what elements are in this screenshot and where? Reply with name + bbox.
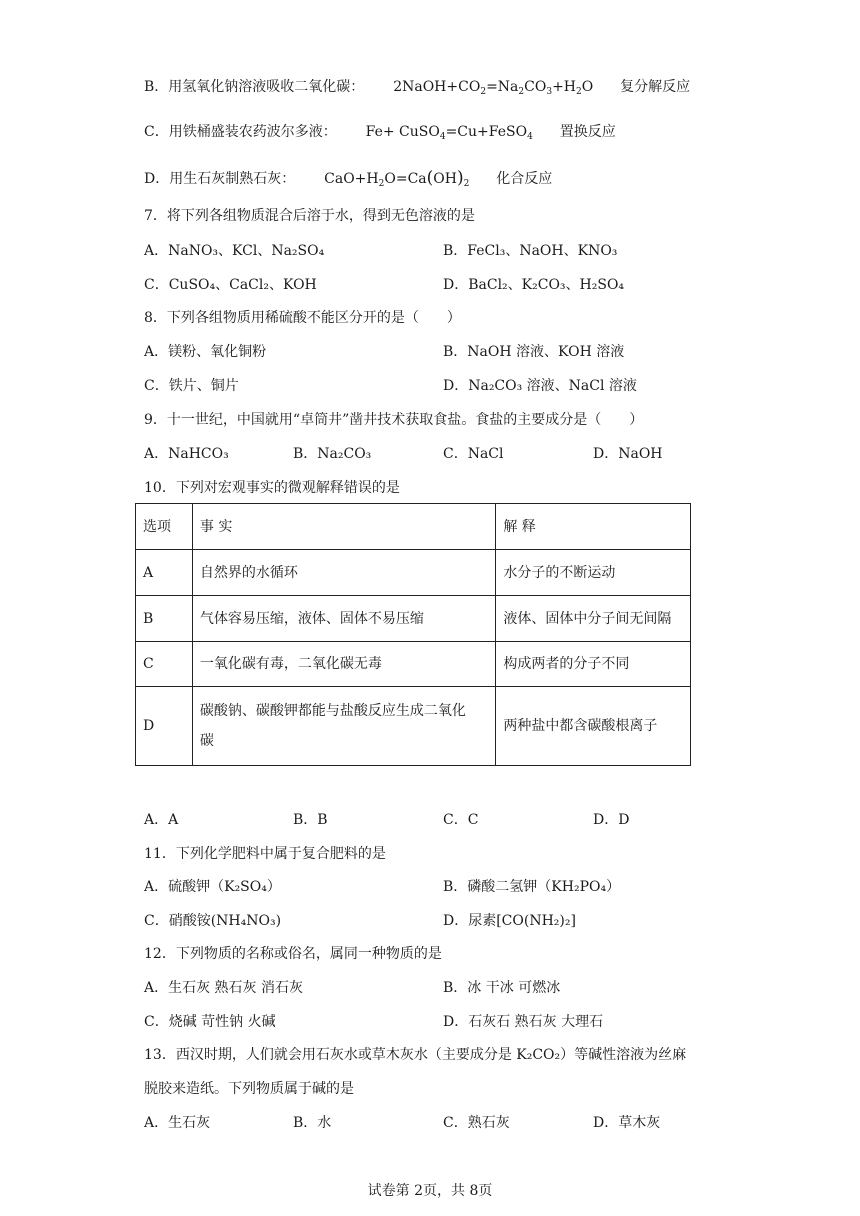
q10-option-b: B．B: [293, 812, 328, 828]
q8-option-d: D．Na₂CO₃ 溶液、NaCl 溶液: [443, 378, 637, 394]
q10-option-d: D．D: [593, 812, 630, 828]
page-footer: 试卷第 2页，共 8页: [367, 1183, 493, 1199]
table-cell: D: [136, 687, 193, 766]
q13-stem-line1: 13．西汉时期，人们就会用石灰水或草木灰水（主要成分是 K₂CO₂）等碱性溶液为丝麻: [144, 1047, 687, 1063]
q11-stem: 11．下列化学肥料中属于复合肥料的是: [144, 846, 386, 862]
q6-b-label: B．用氢氧化钠溶液吸收二氧化碳：: [144, 79, 365, 95]
q9-stem: 9．十一世纪，中国就用“卓筒井”凿井技术获取食盐。食盐的主要成分是（ ）: [144, 412, 644, 428]
q7-stem: 7．将下列各组物质混合后溶于水，得到无色溶液的是: [144, 208, 475, 224]
q9-option-b: B．Na₂CO₃: [293, 446, 372, 462]
q11-option-d: D．尿素[CO(NH₂)₂]: [443, 913, 576, 929]
q8-option-c: C．铁片、铜片: [144, 378, 239, 394]
table-row: [136, 642, 691, 687]
q12-option-d: D．石灰石 熟石灰 大理石: [443, 1014, 604, 1030]
table-cell: 自然界的水循环: [192, 550, 495, 596]
q6-option-d: [144, 168, 552, 189]
q6-b-equation: $2NaOH+CO_2=Na_2CO_3+H_2O$: [393, 79, 594, 97]
table-cell: 两种盐中都含碳酸根离子: [496, 687, 691, 766]
table-cell: A: [136, 550, 193, 596]
q6-c-label: C．用铁桶盛装农药波尔多液：: [144, 124, 337, 140]
table-header-cell: 事 实: [192, 504, 495, 550]
table-cell-line: 碳: [199, 733, 214, 749]
q8-option-b: B．NaOH 溶液、KOH 溶液: [443, 344, 625, 360]
table-cell-line: 碳酸钠、碳酸钾都能与盐酸反应生成二氧化: [199, 703, 466, 719]
q6-d-equation: $CaO+H_2O=Ca(OH)_2$: [324, 168, 470, 189]
table-cell: 液体、固体中分子间无间隔: [496, 596, 691, 642]
q6-c-reaction-type: 置换反应: [559, 124, 616, 140]
q9-option-d: D．NaOH: [593, 446, 663, 462]
q8-option-a: A．镁粉、氧化铜粉: [144, 344, 267, 360]
q7-option-a: A．NaNO₃、KCl、Na₂SO₄: [144, 243, 325, 259]
q10-option-c: C．C: [443, 812, 479, 828]
q13-option-d: D．草木灰: [593, 1115, 661, 1131]
table-header-row: [136, 504, 691, 550]
q6-d-reaction-type: 化合反应: [496, 171, 553, 187]
table-cell: 一氧化碳有毒，二氧化碳无毒: [192, 642, 495, 687]
table-row: [136, 550, 691, 596]
table-row: [136, 687, 691, 766]
q12-option-b: B．冰 干冰 可燃冰: [443, 980, 561, 996]
q6-d-label: D．用生石灰制熟石灰：: [144, 171, 296, 187]
table-cell: C: [136, 642, 193, 687]
q13-option-c: C．熟石灰: [443, 1115, 510, 1131]
table-cell: B: [136, 596, 193, 642]
q12-option-c: C．烧碱 苛性钠 火碱: [144, 1014, 276, 1030]
table-cell: 气体容易压缩，液体、固体不易压缩: [192, 596, 495, 642]
table-row: [136, 596, 691, 642]
q11-option-a: A．硫酸钾（K₂SO₄）: [144, 879, 281, 895]
table-cell: [192, 687, 495, 766]
q13-option-b: B．水: [293, 1115, 332, 1131]
q12-option-a: A．生石灰 熟石灰 消石灰: [144, 980, 304, 996]
q9-option-c: C．NaCl: [443, 446, 504, 462]
table-cell: 构成两者的分子不同: [496, 642, 691, 687]
table-header-cell: 选项: [136, 504, 193, 550]
q9-option-a: A．NaHCO₃: [144, 446, 229, 462]
q10-stem: 10．下列对宏观事实的微观解释错误的是: [144, 480, 400, 496]
q6-option-c: [144, 122, 616, 142]
q7-option-d: D．BaCl₂、K₂CO₃、H₂SO₄: [443, 277, 625, 293]
q10-option-a: A．A: [144, 812, 179, 828]
q13-stem-line2: 脱胶来造纸。下列物质属于碱的是: [144, 1081, 354, 1097]
q11-option-b: B．磷酸二氢钾（KH₂PO₄）: [443, 879, 621, 895]
q6-option-b: [144, 77, 690, 97]
q12-stem: 12．下列物质的名称或俗名，属同一种物质的是: [144, 946, 442, 962]
q7-option-c: C．CuSO₄、CaCl₂、KOH: [144, 277, 317, 293]
q7-option-b: B．FeCl₃、NaOH、KNO₃: [443, 243, 618, 259]
q11-option-c: C．硝酸铵(NH₄NO₃): [144, 913, 282, 929]
q6-b-reaction-type: 复分解反应: [620, 79, 691, 95]
q10-table: [135, 503, 691, 766]
q6-c-equation: Fe+ CuSO$_4$=Cu+FeSO$_4$: [365, 124, 533, 142]
q8-stem: 8．下列各组物质用稀硫酸不能区分开的是（ ）: [144, 310, 461, 326]
table-cell: 水分子的不断运动: [496, 550, 691, 596]
q13-option-a: A．生石灰: [144, 1115, 211, 1131]
table-header-cell: 解 释: [496, 504, 691, 550]
